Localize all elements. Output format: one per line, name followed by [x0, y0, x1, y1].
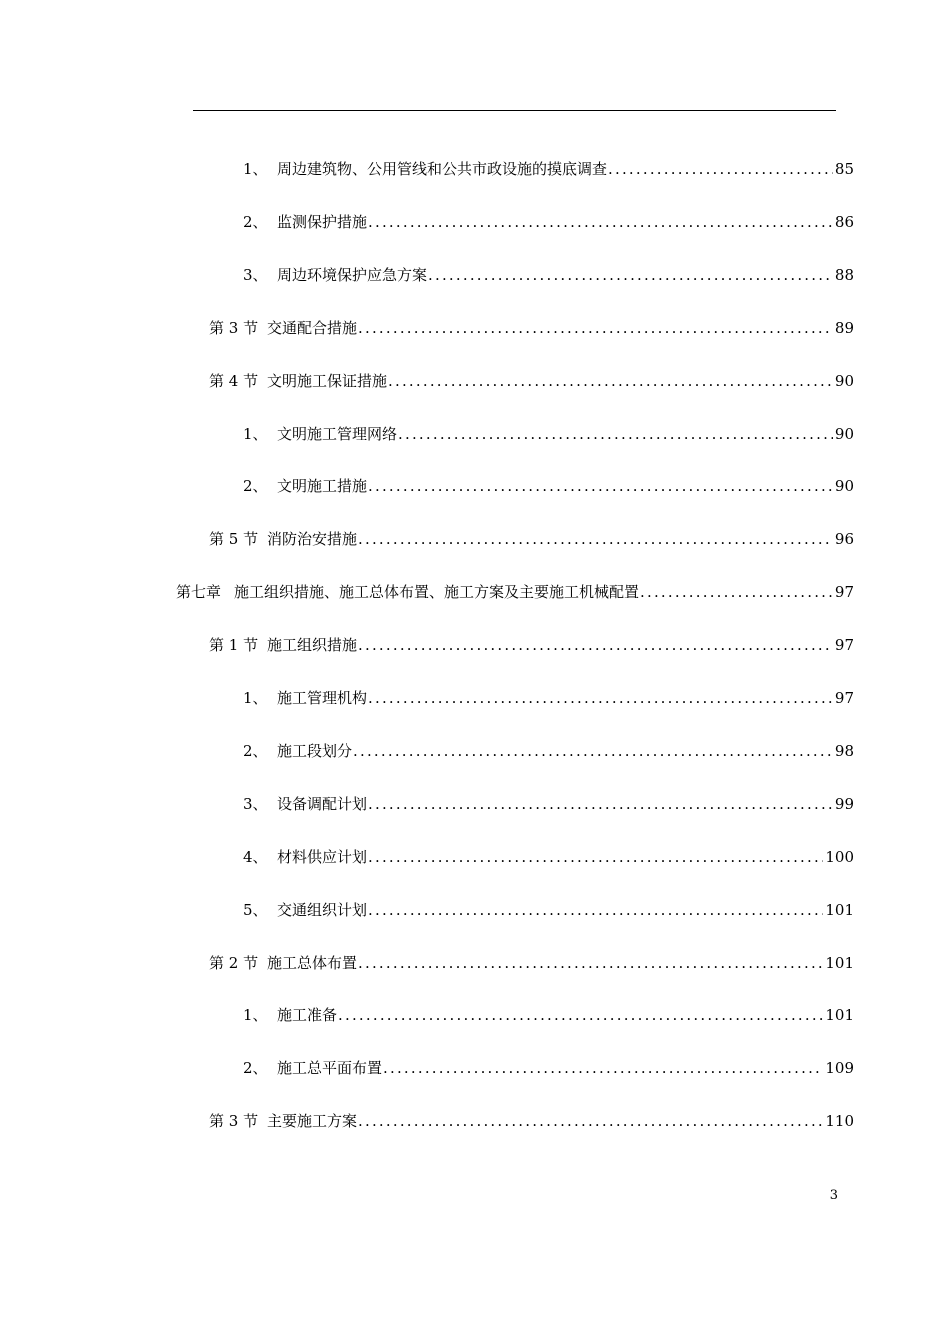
toc-entry-item[interactable]	[243, 264, 854, 286]
toc-dot-leader	[358, 952, 823, 974]
toc-entry-item[interactable]	[243, 423, 854, 445]
toc-entry-title: 施工组织措施	[267, 636, 358, 654]
toc-entry-section[interactable]	[209, 634, 854, 656]
toc-dot-leader	[358, 317, 833, 339]
toc-entry-title: 设备调配计划	[277, 795, 368, 813]
toc-entry-page: 97	[834, 583, 854, 601]
toc-entry-page: 86	[834, 213, 854, 231]
toc-entry-title: 文明施工管理网络	[277, 425, 398, 443]
toc-dot-leader	[358, 634, 833, 656]
toc-entry-number: 第 5 节	[209, 530, 259, 548]
toc-dot-leader	[368, 687, 833, 709]
toc-entry-section[interactable]	[209, 952, 854, 974]
toc-entry-title: 施工总体布置	[267, 954, 358, 972]
toc-entry-page: 101	[825, 901, 854, 919]
toc-entry-title: 施工管理机构	[277, 689, 368, 707]
toc-entry-section[interactable]	[209, 370, 854, 392]
toc-entry-number: 2、	[243, 742, 268, 760]
toc-dot-leader	[358, 528, 833, 550]
toc-entry-page: 97	[834, 689, 854, 707]
toc-entry-page: 90	[834, 477, 854, 495]
toc-entry-section[interactable]	[209, 528, 854, 550]
toc-entry-number: 第七章	[176, 583, 222, 601]
toc-entry-number: 1、	[243, 160, 268, 178]
toc-entry-page: 109	[825, 1059, 854, 1077]
toc-dot-leader	[358, 1110, 823, 1132]
toc-dot-leader	[368, 211, 833, 233]
toc-entry-number: 2、	[243, 1059, 268, 1077]
toc-entry-number: 第 3 节	[209, 1112, 259, 1130]
toc-entry-page: 101	[825, 1006, 854, 1024]
toc-entry-title: 周边环境保护应急方案	[277, 266, 428, 284]
toc-entry-item[interactable]	[243, 899, 854, 921]
toc-entry-number: 第 1 节	[209, 636, 259, 654]
toc-entry-title: 消防治安措施	[267, 530, 358, 548]
toc-entry-page: 88	[834, 266, 854, 284]
toc-entry-item[interactable]	[243, 740, 854, 762]
toc-entry-item[interactable]	[243, 793, 854, 815]
toc-entry-number: 2、	[243, 213, 268, 231]
toc-dot-leader	[640, 581, 833, 603]
toc-entry-section[interactable]	[209, 317, 854, 339]
toc-dot-leader	[608, 158, 833, 180]
toc-entry-page: 110	[825, 1112, 854, 1130]
toc-dot-leader	[383, 1057, 823, 1079]
toc-entry-page: 90	[834, 372, 854, 390]
toc-entry-page: 101	[825, 954, 854, 972]
toc-entry-title: 施工段划分	[277, 742, 353, 760]
toc-entry-section[interactable]	[209, 1110, 854, 1132]
toc-entry-page: 89	[834, 319, 854, 337]
toc-entry-number: 3、	[243, 266, 268, 284]
toc-entry-number: 5、	[243, 901, 268, 919]
toc-entry-page: 98	[834, 742, 854, 760]
toc-entry-number: 第 3 节	[209, 319, 259, 337]
toc-entry-number: 2、	[243, 477, 268, 495]
toc-entry-title: 周边建筑物、公用管线和公共市政设施的摸底调查	[277, 160, 608, 178]
toc-entry-title: 施工组织措施、施工总体布置、施工方案及主要施工机械配置	[234, 583, 640, 601]
toc-entry-number: 4、	[243, 848, 268, 866]
toc-entry-page: 85	[834, 160, 854, 178]
toc-entry-title: 文明施工措施	[277, 477, 368, 495]
toc-entry-title: 材料供应计划	[277, 848, 368, 866]
toc-entry-item[interactable]	[243, 1004, 854, 1026]
toc-entry-title: 交通组织计划	[277, 901, 368, 919]
toc-dot-leader	[368, 793, 833, 815]
toc-entry-item[interactable]	[243, 1057, 854, 1079]
toc-entry-number: 3、	[243, 795, 268, 813]
toc-dot-leader	[368, 899, 823, 921]
toc-entry-chapter[interactable]	[176, 581, 854, 603]
toc-entry-title: 施工准备	[277, 1006, 338, 1024]
toc-entry-number: 1、	[243, 689, 268, 707]
toc-entry-title: 文明施工保证措施	[267, 372, 388, 390]
toc-entry-page: 96	[834, 530, 854, 548]
toc-entry-number: 第 4 节	[209, 372, 259, 390]
toc-entry-title: 主要施工方案	[267, 1112, 358, 1130]
toc-dot-leader	[428, 264, 833, 286]
toc-entry-item[interactable]	[243, 211, 854, 233]
toc-entry-title: 施工总平面布置	[277, 1059, 383, 1077]
toc-entry-item[interactable]	[243, 475, 854, 497]
toc-entry-title: 交通配合措施	[267, 319, 358, 337]
toc-entry-number: 1、	[243, 425, 268, 443]
toc-entry-page: 90	[834, 425, 854, 443]
toc-dot-leader	[398, 423, 833, 445]
toc-dot-leader	[388, 370, 833, 392]
toc-entry-title: 监测保护措施	[277, 213, 368, 231]
toc-entry-page: 99	[834, 795, 854, 813]
toc-dot-leader	[353, 740, 833, 762]
toc-dot-leader	[338, 1004, 823, 1026]
toc-entry-number: 1、	[243, 1006, 268, 1024]
toc-entry-item[interactable]	[243, 687, 854, 709]
toc-dot-leader	[368, 846, 823, 868]
toc-entry-item[interactable]	[243, 158, 854, 180]
toc-entry-item[interactable]	[243, 846, 854, 868]
toc-entry-number: 第 2 节	[209, 954, 259, 972]
toc-entry-page: 97	[834, 636, 854, 654]
header-rule	[193, 110, 836, 111]
toc-entry-page: 100	[825, 848, 854, 866]
toc-dot-leader	[368, 475, 833, 497]
page-number: 3	[829, 1188, 838, 1203]
